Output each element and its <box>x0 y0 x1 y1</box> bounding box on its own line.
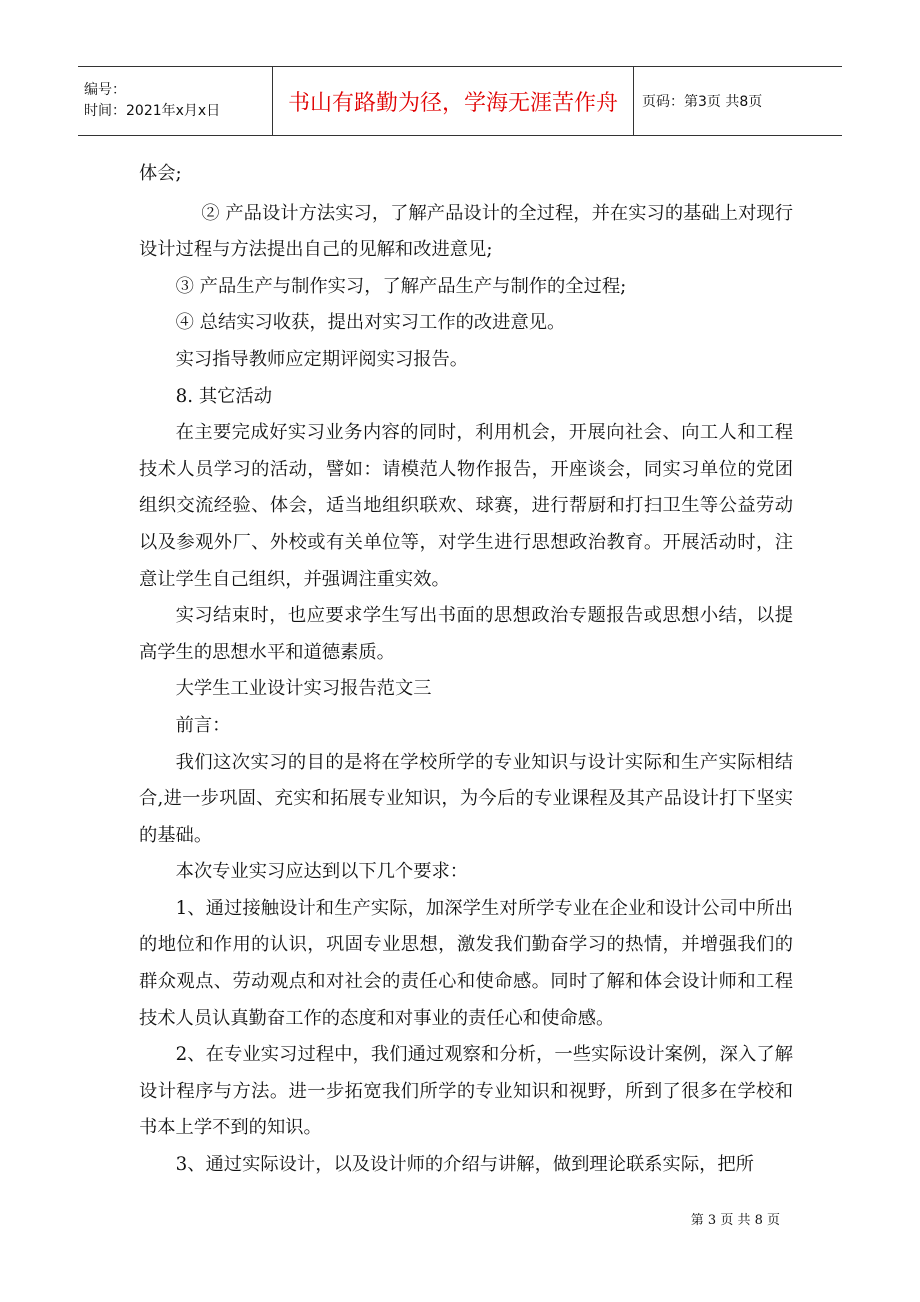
header-motto: 书山有路勤为径，学海无涯苦作舟 <box>272 67 634 135</box>
paragraph: ④ 总结实习收获，提出对实习工作的改进意见。 <box>175 312 566 334</box>
paragraph: 3、通过实际设计，以及设计师的介绍与讲解，做到理论联系实际，把所 <box>175 1154 754 1176</box>
paragraph: 2、在专业实习过程中，我们通过观察和分析，一些实际设计案例，深入了解设计程序与方法。进一步拓宽我们所学的专业知识和视野，所到了很多在学校和书本上学不到的知识。 <box>139 1044 793 1139</box>
document-body <box>139 156 793 1184</box>
paragraph: 1、通过接触设计和生产实际，加深学生对所学专业在企业和设计公司中所出的地位和作用的认识，巩固专业思想，激发我们勤奋学习的热情，并增强我们的群众观点、劳动观点和对社会的责任心和使命感。同时了解和体会设计师和工程技术人员认真勤奋工作的态度和对事业的责任心和使命感。 <box>139 897 793 1029</box>
document-number-label: 编号： <box>84 82 126 98</box>
header-page-info: 页码：第3页 共8页 <box>642 94 763 110</box>
paragraph: 实习结束时，也应要求学生写出书面的思想政治专题报告或思想小结，以提高学生的思想水平和道德素质。 <box>139 605 793 663</box>
paragraph: 本次专业实习应达到以下几个要求： <box>175 861 469 883</box>
paragraph: 实习指导教师应定期评阅实习报告。 <box>175 348 469 370</box>
page-footer: 第 3 页 共 8 页 <box>690 1213 780 1228</box>
paragraph: 在主要完成好实习业务内容的同时，利用机会，开展向社会、向工人和工程技术人员学习的活动，譬如：请模范人物作报告，开座谈会，同实习单位的党团组织交流经验、体会，适当地组织联欢、球赛，进行帮厨和打扫卫生等公益劳动以及参观外厂、外校或有关单位等，对学生进行思想政治教育。开展活动时，注意让学生自己组织，并强调注重实效。 <box>139 422 793 590</box>
page-header <box>78 66 842 136</box>
paragraph: 前言： <box>175 714 231 736</box>
paragraph: ③ 产品生产与制作实习，了解产品生产与制作的全过程; <box>175 275 627 297</box>
paragraph: 我们这次实习的目的是将在学校所学的专业知识与设计实际和生产实际相结合,进一步巩固、充实和拓展专业知识，为今后的专业课程及其产品设计打下坚实的基础。 <box>139 751 793 846</box>
document-date: 时间：2021年x月x日 <box>84 103 221 119</box>
section-heading: 大学生工业设计实习报告范文三 <box>175 678 432 700</box>
paragraph: ② 产品设计方法实习，了解产品设计的全过程，并在实习的基础上对现行设计过程与方法提出自己的见解和改进意见; <box>139 202 793 261</box>
section-heading: 8. 其它活动 <box>175 385 272 407</box>
header-meta <box>78 67 272 135</box>
paragraph: 体会; <box>139 163 182 184</box>
